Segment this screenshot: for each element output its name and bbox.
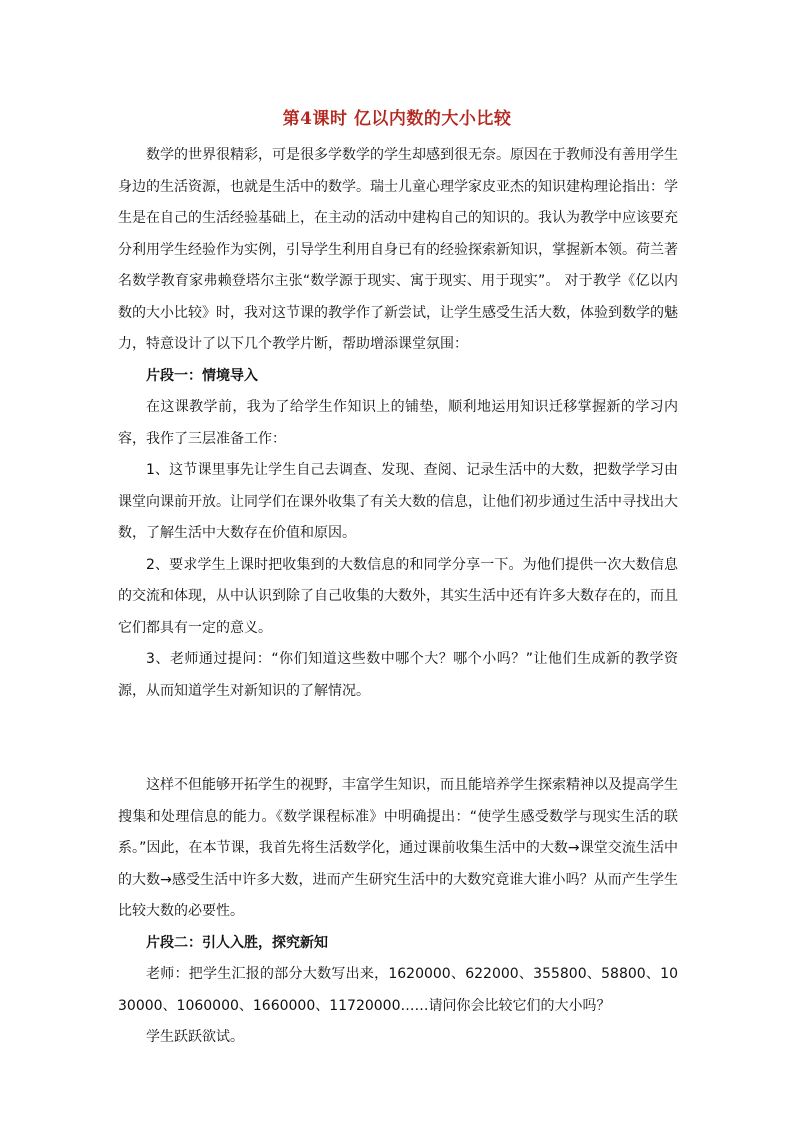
list-item-1: 1、这节课里事先让学生自己去调查、发现、查阅、记录生活中的大数，把数学学习由课堂向课前开放。让同学们在课外收集了有关大数的信息，让他们初步通过生活中寻找出大数，了解生活中大数存在价值和原因。: [118, 462, 678, 541]
blank-spacer: [118, 707, 678, 770]
preparation-paragraph: 在这课教学前，我为了给学生作知识上的铺垫，顺利地运用知识迁移掌握新的学习内容，我作了三层准备工作：: [118, 399, 678, 447]
list-item-2: 2、要求学生上课时把收集到的大数信息的和同学分享一下。为他们提供一次大数信息的交流和体现，从中认识到除了自己收集的大数外，其实生活中还有许多大数存在的，而且它们都具有一定的意义。: [118, 556, 678, 636]
section-heading-2: 片段二：引人入胜，探究新知: [146, 934, 328, 951]
document-body: [118, 140, 678, 1054]
intro-paragraph: 数学的世界很精彩，可是很多学数学的学生却感到很无奈。原因在于教师没有善用学生身边的生活资源，也就是生活中的数学。瑞士儿童心理学家皮亚杰的知识建构理论指出：学生是在自己的生活经验基础上，在主动的活动中建构自己的知识的。我认为教学中应该要充分利用学生经验作为实例，引导学生利用自身已有的经验探索新知识，掌握新本领。荷兰著名数学教育家弗赖登塔尔主张“数学源于现实、寓于现实、用于现实”。 对于教学《亿以内数的大小比较》时，我对这节课的教学作了新尝试，让学生感受生活大数，体验到数学的魅力，特意设计了以下几个教学片断，帮助增添课堂氛围：: [118, 147, 678, 352]
page-title: 第4课时 亿以内数的大小比较: [282, 109, 512, 129]
teacher-paragraph: 老师：把学生汇报的部分大数写出来，1620000、622000、355800、58800、1030000、1060000、1660000、11720000……请问你会比较它们的大小吗？: [118, 966, 678, 1014]
section-heading-1: 片段一：情境导入: [146, 367, 258, 384]
list-item-3: 3、老师通过提问：“你们知道这些数中哪个大？哪个小吗？”让他们生成新的教学资源，从而知道学生对新知识的了解情况。: [118, 651, 678, 699]
analysis-paragraph: 这样不但能够开拓学生的视野，丰富学生知识，而且能培养学生探索精神以及提高学生搜集和处理信息的能力。《数学课程标准》中明确提出：“使学生感受数学与现实生活的联系。”因此，在本节课，我首先将生活数学化，通过课前收集生活中的大数→课堂交流生活中的大数→感受生活中许多大数，进而产生研究生活中的大数究竟谁大谁小吗？从而产生学生比较大数的必要性。: [118, 777, 678, 919]
students-paragraph: 学生跃跃欲试。: [146, 1029, 244, 1045]
